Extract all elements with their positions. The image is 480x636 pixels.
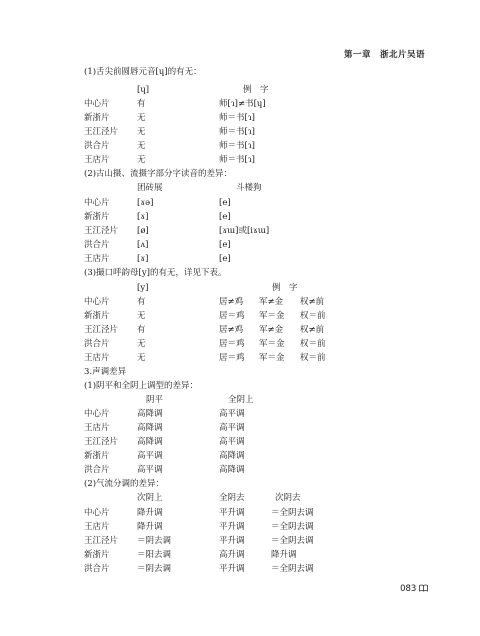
table-cell: ＝全阴去调 [271,508,314,518]
table-cell: 高降调 [137,437,163,447]
area-label: 王江泾片 [84,226,119,236]
column-header: 例 字 [243,85,269,95]
area-label: 王江泾片 [84,127,119,137]
column-header: [ɥ] [137,85,150,95]
area-label: 王江泾片 [84,536,119,546]
column-header: 团砖展 [137,183,163,193]
table-cell: 无 [137,339,146,349]
table-cell: 高平调 [219,409,245,419]
table-cell: 高降调 [137,423,163,433]
table-cell: 降升调 [137,522,163,532]
page-number-value: 083 [400,584,417,594]
area-label: 王店片 [84,353,110,363]
table-cell: ＝阴去调 [137,564,172,574]
column-header: 例 字 [272,283,298,293]
table-cell: 军＝金 [259,311,285,321]
table-cell: [ø] [137,226,149,236]
table-cell: 降升调 [137,508,163,518]
table-cell: 降升调 [271,550,297,560]
table-cell: [e] [219,240,231,250]
area-label: 王江泾片 [84,325,119,335]
table-cell: 平升调 [219,564,245,574]
table-cell: 高降调 [219,451,245,461]
area-label: 王店片 [84,254,110,264]
area-label: 洪合片 [84,465,110,475]
table-cell: 师＝书[ɿ] [219,113,255,123]
subsection-heading: 3.声调差异 [84,367,127,377]
section-title: (1)阴平和全阴上调型的差异： [84,381,199,391]
section-title: (2)古山摄、流摄字部分字读音的差异： [84,169,233,179]
table-cell: [ɤ] [137,254,149,264]
area-label: 王店片 [84,522,110,532]
table-cell: 军＝金 [259,339,285,349]
table-cell: 权≠前 [300,297,325,307]
table-cell: 权≠前 [300,325,325,335]
table-cell: 无 [137,353,146,363]
area-label: 中心片 [84,508,110,518]
table-cell: ＝阴去调 [137,536,172,546]
column-header: 次阴上 [137,493,163,503]
table-cell: [ɤɯ]或[iɤɯ] [219,226,270,236]
column-header: 全阴上 [228,395,254,405]
area-label: 洪合片 [84,240,110,250]
table-cell: [ʌ] [137,240,149,250]
table-cell: 居≠鸡 [219,325,244,335]
table-cell: 有 [137,297,146,307]
table-cell: ＝全阴去调 [271,536,314,546]
area-label: 中心片 [84,99,110,109]
table-cell: 高平调 [137,451,163,461]
area-label: 洪合片 [84,141,110,151]
table-cell: ＝全阴去调 [271,522,314,532]
area-label: 新浙片 [84,311,110,321]
table-cell: 师＝书[ɿ] [219,127,255,137]
table-cell: 平升调 [219,508,245,518]
table-cell: 高升调 [219,550,245,560]
table-cell: ＝阳去调 [137,550,172,560]
table-cell: 权＝前 [300,353,326,363]
column-header: 全阴去 [219,493,245,503]
column-header: 次阴去 [275,493,301,503]
area-label: 中心片 [84,297,110,307]
table-cell: 无 [137,113,146,123]
table-cell: 有 [137,99,146,109]
table-cell: 平升调 [219,536,245,546]
table-cell: 高平调 [137,465,163,475]
area-label: 新浙片 [84,451,110,461]
area-label: 新浙片 [84,113,110,123]
table-cell: ＝全阴去调 [271,564,314,574]
table-cell: [e] [219,212,231,222]
table-cell: 师＝书[ɿ] [219,141,255,151]
area-label: 新浙片 [84,550,110,560]
table-cell: 权＝前 [300,311,326,321]
table-cell: [ɤ] [137,212,149,222]
book-icon [419,584,428,592]
section-title: (1)舌尖前圆唇元音[ɥ]的有无： [84,67,202,77]
running-header: 第一章 浙北片吴语 [343,50,425,60]
area-label: 中心片 [84,198,110,208]
table-cell: [e] [219,198,231,208]
area-label: 王店片 [84,423,110,433]
area-label: 洪合片 [84,339,110,349]
table-cell: 平升调 [219,522,245,532]
table-cell: 师[ɿ]≠书[ɥ] [219,99,266,109]
table-cell: 有 [137,325,146,335]
area-label: 王店片 [84,155,110,165]
column-header: 斗楼狗 [236,183,262,193]
section-title: (2)气流分调的差异： [84,479,165,489]
table-cell: [e] [219,254,231,264]
table-cell: 居＝鸡 [219,353,245,363]
table-cell: 无 [137,155,146,165]
table-cell: 无 [137,311,146,321]
area-label: 洪合片 [84,564,110,574]
table-cell: 无 [137,127,146,137]
column-header: 阴平 [146,395,164,405]
table-cell: [ɤə] [137,198,154,208]
page-number [400,584,428,594]
table-cell: 军≠金 [259,325,284,335]
table-cell: 无 [137,141,146,151]
table-cell: 居＝鸡 [219,339,245,349]
table-cell: 高降调 [219,465,245,475]
table-cell: 高平调 [219,437,245,447]
table-cell: 高平调 [219,423,245,433]
table-cell: 权＝前 [300,339,326,349]
table-cell: 高降调 [137,409,163,419]
table-cell: 军≠金 [259,297,284,307]
section-title: (3)撮口呼韵母[y]的有无，详见下表。 [84,268,227,278]
area-label: 王江泾片 [84,437,119,447]
table-cell: 居＝鸡 [219,311,245,321]
area-label: 新浙片 [84,212,110,222]
table-cell: 居≠鸡 [219,297,244,307]
column-header: [y] [137,283,149,293]
area-label: 中心片 [84,409,110,419]
table-cell: 军＝金 [259,353,285,363]
table-cell: 师＝书[ɿ] [219,155,255,165]
